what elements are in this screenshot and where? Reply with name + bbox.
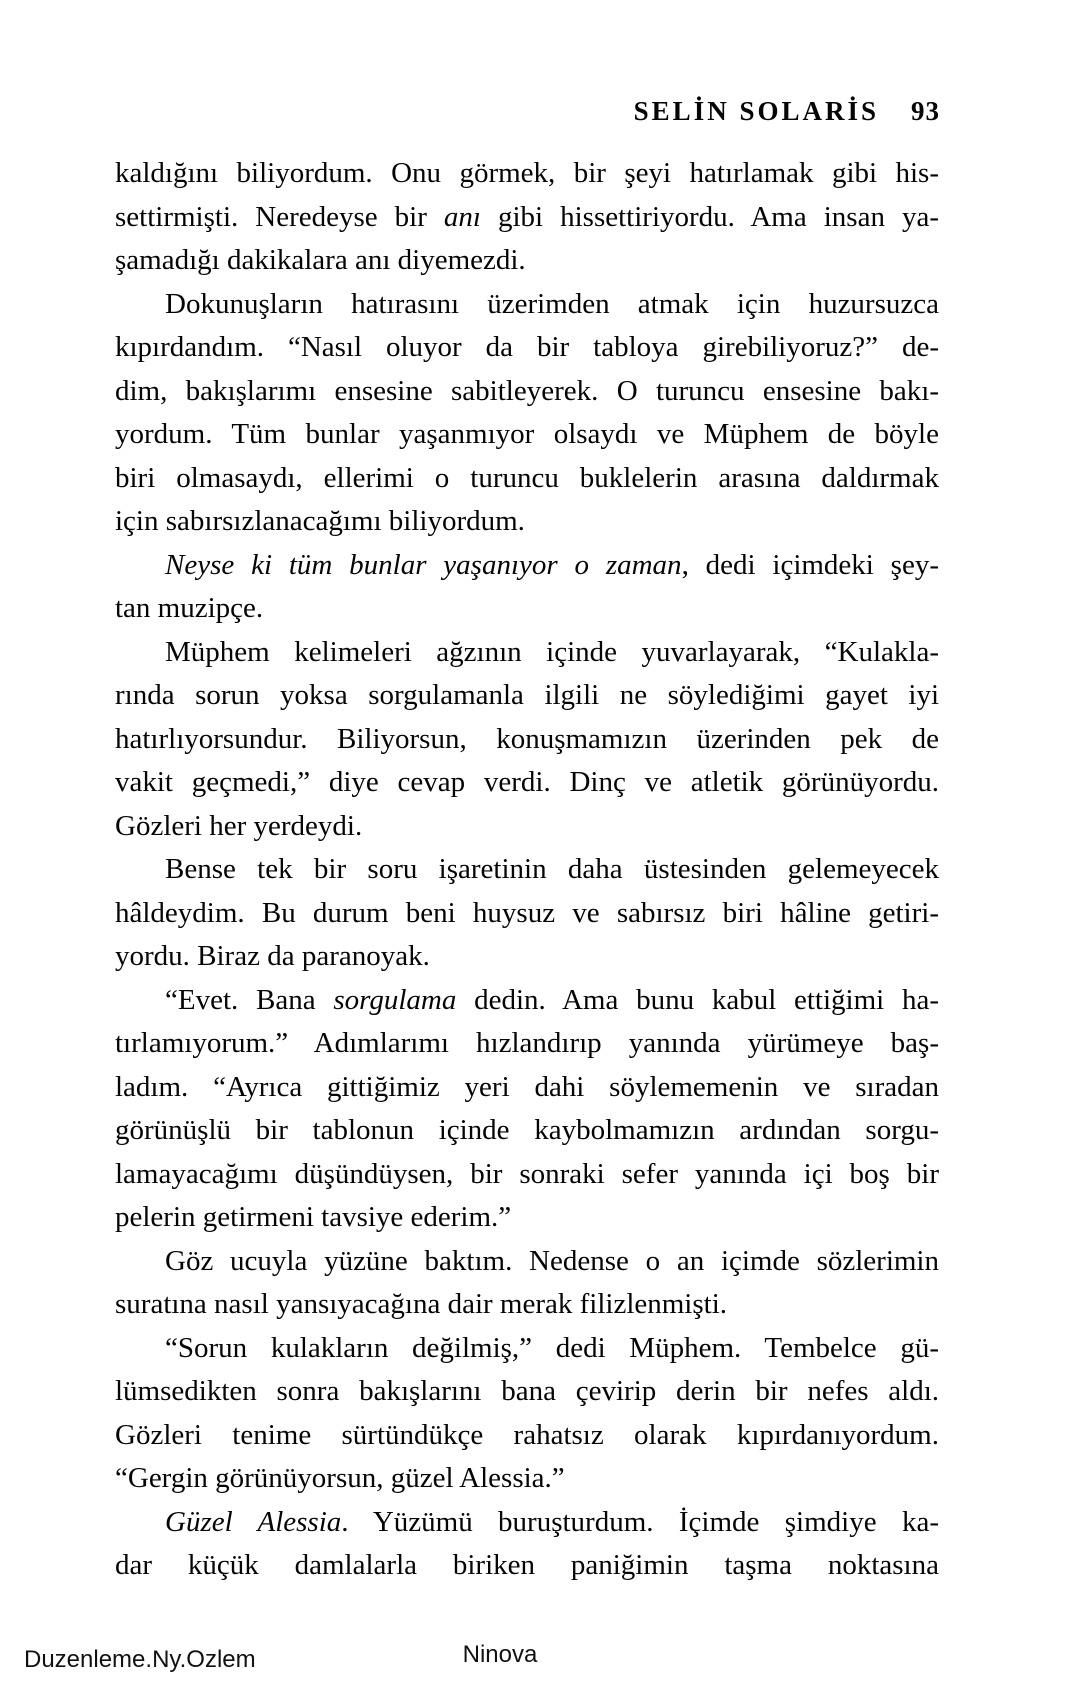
text-segment: suratına nasıl yansıyacağına dair merak filizlenmişti. xyxy=(115,1288,728,1320)
text-segment: Gözleri tenime sürtündükçe rahatsız olarak kıpırdanıyordum. xyxy=(115,1418,939,1451)
text-line xyxy=(115,1414,939,1458)
text-segment: tırlamıyorum.” Adımlarımı hızlandırıp yanında yürümeye baş- xyxy=(115,1027,939,1059)
text-line xyxy=(115,152,939,196)
text-segment: biri olmasaydı, ellerimi o turuncu buklelerin arasına daldırmak xyxy=(115,461,939,494)
text-line xyxy=(115,587,939,631)
italic-text-segment: sorgulama xyxy=(333,983,457,1016)
text-line xyxy=(115,457,939,501)
text-segment: dim, bakışlarımı ensesine sabitleyerek. O turuncu ensesine bakı- xyxy=(115,374,939,407)
text-segment: Gözleri her yerdeydi. xyxy=(115,809,363,842)
text-line xyxy=(115,196,939,240)
text-segment: ladım. “Ayrıca gittiğimiz yeri dahi söylememenin ve sıradan xyxy=(115,1070,939,1103)
italic-text-segment: Güzel Alessia xyxy=(165,1505,342,1538)
text-line xyxy=(115,979,939,1023)
text-line xyxy=(115,805,939,849)
text-line xyxy=(115,848,939,892)
text-segment: vakit geçmedi,” diye cevap verdi. Dinç ve atletik görünüyordu. xyxy=(115,766,939,798)
text-segment: yordum. Tüm bunlar yaşanmıyor olsaydı ve Müphem de böyle xyxy=(115,418,939,450)
text-line xyxy=(115,413,939,457)
text-segment: yordu. Biraz da paranoyak. xyxy=(115,940,430,972)
text-line xyxy=(115,1022,939,1066)
text-line xyxy=(115,370,939,414)
text-segment: gibi hissettiriyordu. Ama insan ya- xyxy=(480,200,939,233)
text-line xyxy=(115,1240,939,1284)
text-line xyxy=(115,1327,939,1371)
text-line xyxy=(115,1066,939,1110)
text-line xyxy=(115,283,939,327)
text-line xyxy=(115,1370,939,1414)
text-segment: pelerin getirmeni tavsiye ederim.” xyxy=(115,1201,512,1233)
text-segment: . Yüzümü buruşturdum. İçimde şimdiye ka- xyxy=(341,1505,939,1538)
text-segment: şamadığı dakikalara anı diyemezdi. xyxy=(115,244,526,276)
text-line xyxy=(115,631,939,675)
text-line xyxy=(115,1544,939,1588)
text-line xyxy=(115,326,939,370)
text-line xyxy=(115,1109,939,1153)
text-segment: tan muzipçe. xyxy=(115,592,264,624)
text-segment: kıpırdandım. “Nasıl oluyor da bir tabloya girebiliyoruz?” de- xyxy=(115,331,939,363)
text-segment: settirmişti. Neredeyse bir xyxy=(115,200,444,233)
text-line xyxy=(115,1501,939,1545)
text-segment: lümsedikten sonra bakışlarını bana çevirip derin bir nefes aldı. xyxy=(115,1375,939,1407)
italic-text-segment: Neyse ki tüm bunlar yaşanıyor o zaman xyxy=(165,548,682,581)
text-line xyxy=(115,761,939,805)
text-segment: hâldeydim. Bu durum beni huysuz ve sabırsız biri hâline getiri- xyxy=(115,896,939,929)
text-segment: görünüşlü bir tablonun içinde kaybolmamızın ardından sorgu- xyxy=(115,1114,939,1146)
text-line xyxy=(115,239,939,283)
text-segment: , dedi içimdeki şey- xyxy=(681,548,939,581)
text-line xyxy=(115,1153,939,1197)
text-segment: Göz ucuyla yüzüne baktım. Nedense o an içimde sözlerimin xyxy=(165,1244,939,1277)
text-segment: rında sorun yoksa sorgulamanla ilgili ne söylediğimi gayet iyi xyxy=(115,679,939,711)
text-segment: Müphem kelimeleri ağzının içinde yuvarlayarak, “Kulakla- xyxy=(165,635,939,668)
text-line xyxy=(115,1457,939,1501)
text-line xyxy=(115,718,939,762)
text-line xyxy=(115,1196,939,1240)
footer-center-label: Ninova xyxy=(462,1641,538,1668)
text-line xyxy=(115,935,939,979)
text-line xyxy=(115,500,939,544)
text-segment: dar küçük damlalarla biriken paniğimin taşma noktasına xyxy=(115,1549,939,1581)
text-segment: kaldığını biliyordum. Onu görmek, bir şeyi hatırlamak gibi his- xyxy=(115,157,939,189)
text-segment: “Sorun kulakların değilmiş,” dedi Müphem. Tembelce gü- xyxy=(165,1331,939,1364)
text-segment: lamayacağımı düşündüysen, bir sonraki sefer yanında içi boş bir xyxy=(115,1157,939,1190)
text-segment: Bense tek bir soru işaretinin daha üstesinden gelemeyecek xyxy=(165,853,939,885)
text-segment: için sabırsızlanacağımı biliyordum. xyxy=(115,505,525,537)
text-line xyxy=(115,674,939,718)
running-header xyxy=(634,96,940,127)
page-text xyxy=(115,152,939,1588)
book-title: SELİN SOLARİS xyxy=(633,96,879,126)
text-segment: dedin. Ama bunu kabul ettiğimi ha- xyxy=(456,983,939,1016)
text-segment: Dokunuşların hatırasını üzerimden atmak için huzursuzca xyxy=(165,287,939,320)
text-line xyxy=(115,1283,939,1327)
italic-text-segment: anı xyxy=(443,200,481,233)
text-segment: hatırlıyorsundur. Biliyorsun, konuşmamızın üzerinden pek de xyxy=(115,722,939,755)
footer-left-label: Duzenleme.Ny.Ozlem xyxy=(24,1646,256,1673)
text-line xyxy=(115,544,939,588)
page-number: 93 xyxy=(911,96,940,126)
text-segment: “Gergin görünüyorsun, güzel Alessia.” xyxy=(115,1462,565,1494)
text-line xyxy=(115,892,939,936)
text-segment: “Evet. Bana xyxy=(165,983,334,1016)
